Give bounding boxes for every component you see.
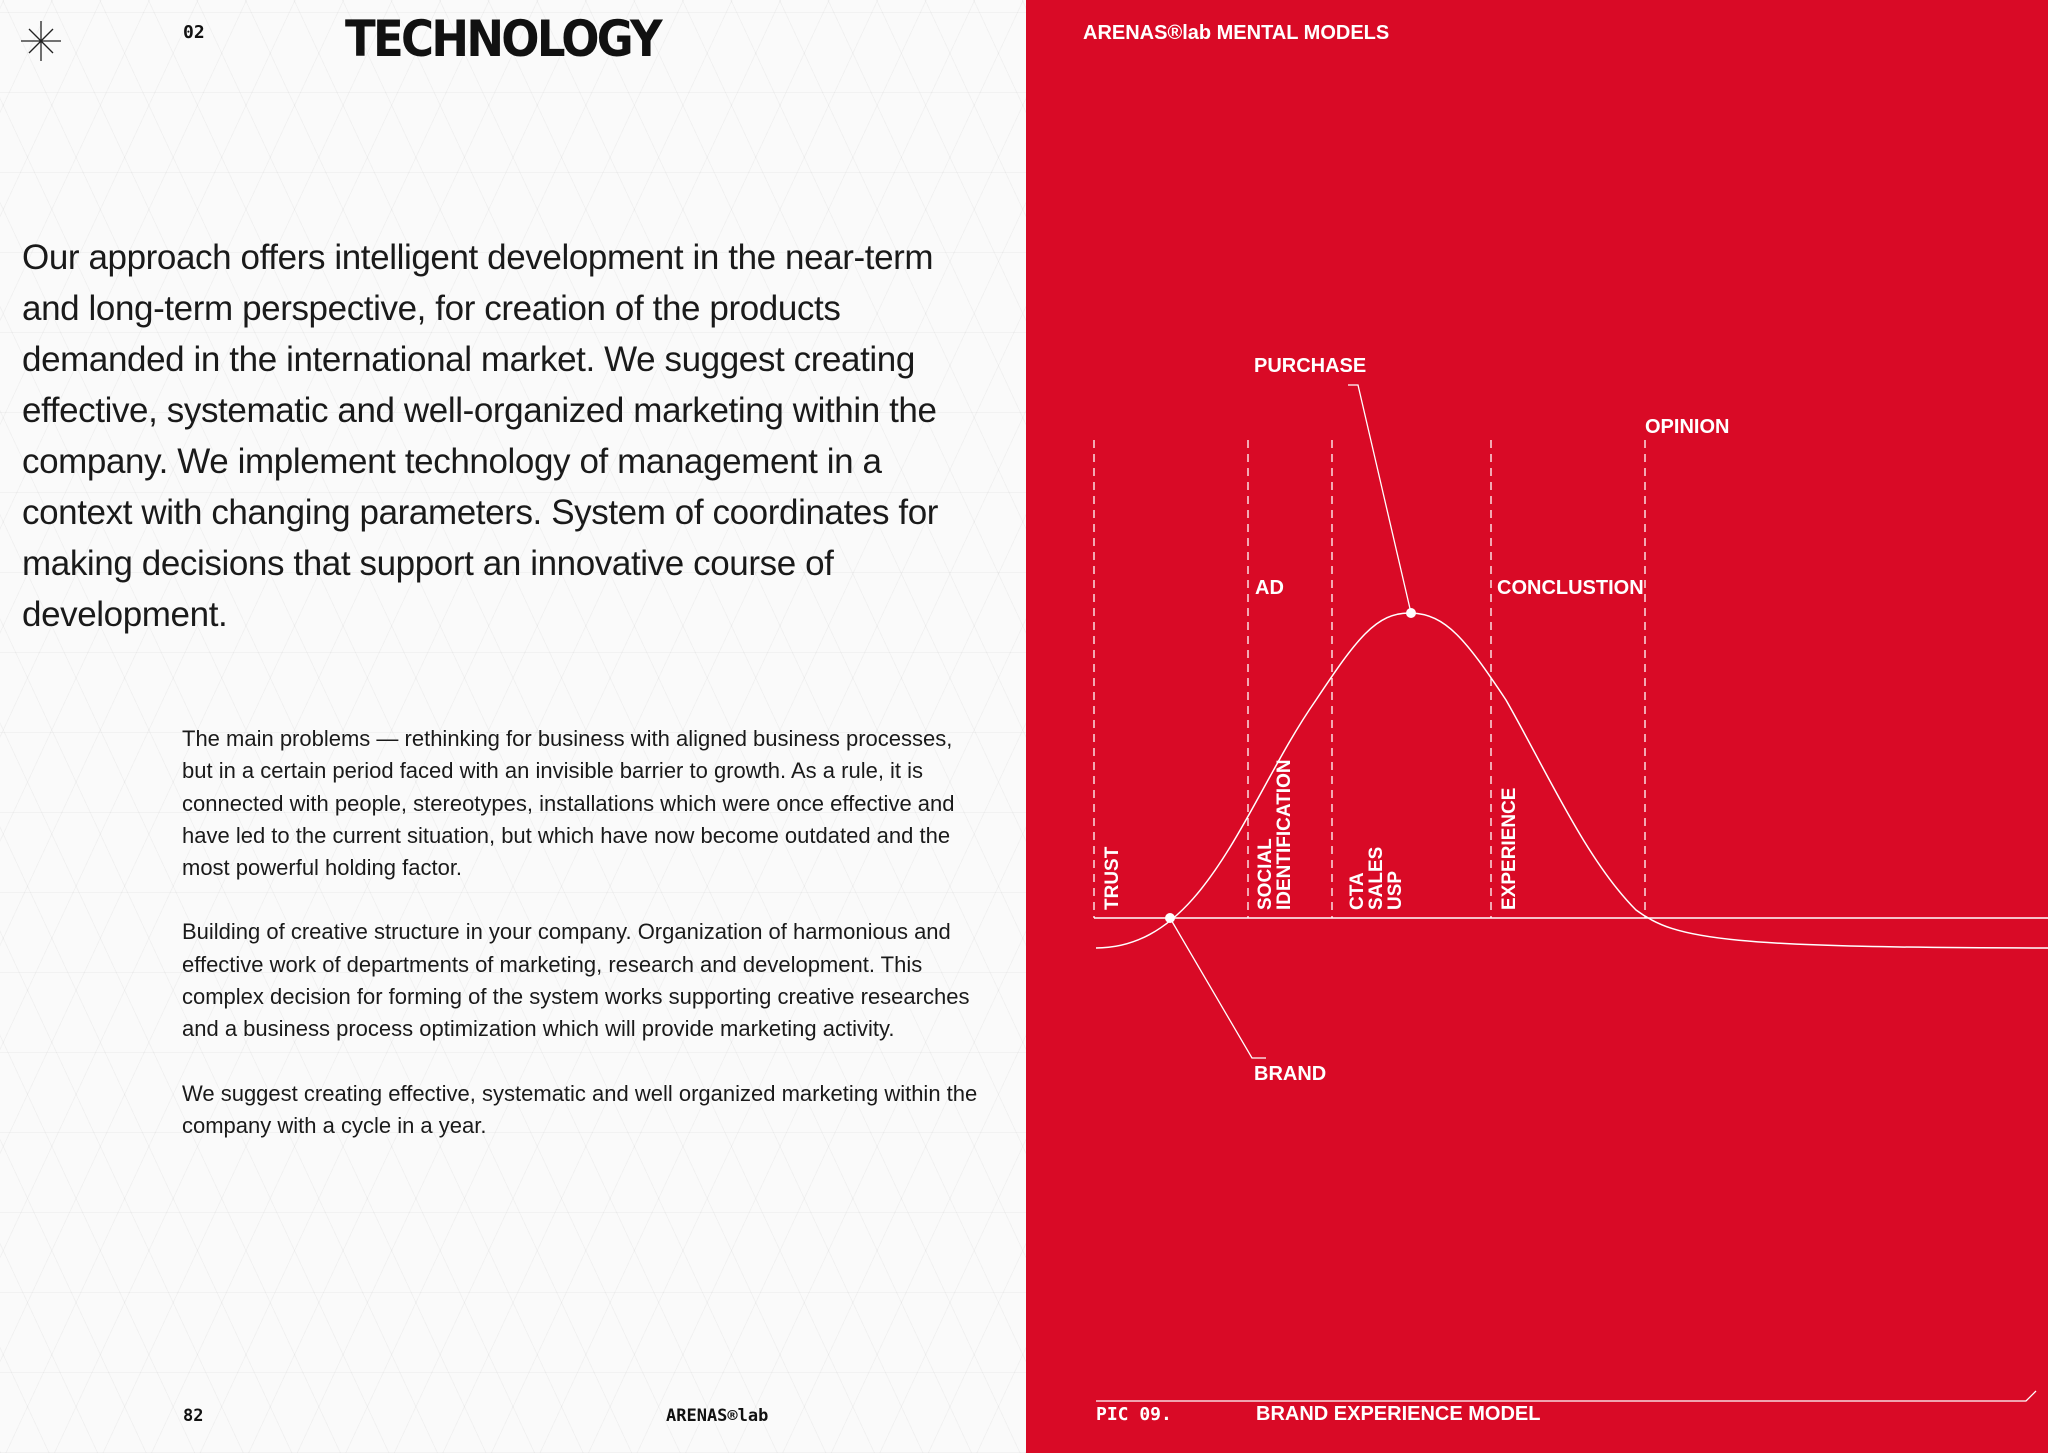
caption-rule bbox=[1096, 1391, 2036, 1401]
purchase-leader-line bbox=[1348, 385, 1411, 613]
label-ad: AD bbox=[1255, 577, 1284, 599]
body-paragraph: Building of creative structure in your company. Organization of harmonious and effective work of departments of marketing, research and development. This complex decision for forming of the system works supporting creative researches and a business process optimization which will provide marketing activity. bbox=[182, 919, 970, 1042]
stage-experience: EXPERIENCE bbox=[1499, 787, 1520, 910]
label-purchase: PURCHASE bbox=[1254, 355, 1367, 377]
right-page bbox=[1026, 0, 2048, 1453]
figure-caption: BRAND EXPERIENCE MODEL bbox=[1256, 1403, 1541, 1425]
body-paragraph: The main problems — rethinking for business with aligned business processes, but in a certain period faced with an invisible barrier to growth. As a rule, it is connected with people, stereotypes, installations which were once effective and have led to the current situation, but which have now become outdated and the most powerful holding factor. bbox=[182, 726, 955, 881]
stage-trust: TRUST bbox=[1102, 846, 1123, 910]
asterisk-star-icon bbox=[20, 20, 62, 62]
body-paragraph: We suggest creating effective, systematic and well organized marketing within the company with a cycle in a year. bbox=[182, 1080, 978, 1138]
stage-cta: CTA bbox=[1347, 872, 1368, 910]
stage-identification: IDENTIFICATION bbox=[1274, 759, 1295, 910]
running-header: ARENAS®lab MENTAL MODELS bbox=[1083, 22, 1390, 44]
body-text bbox=[182, 723, 982, 1174]
page-title: TECHNOLOGY bbox=[345, 10, 660, 68]
stage-sales: SALES bbox=[1366, 846, 1387, 910]
section-number: 02 bbox=[183, 22, 205, 43]
brand-experience-diagram bbox=[1026, 0, 2048, 1453]
footer-brand: ARENAS®lab bbox=[666, 1406, 769, 1426]
page-number: 82 bbox=[183, 1406, 204, 1426]
figure-number: PIC 09. bbox=[1096, 1404, 1172, 1425]
stage-social: SOCIAL bbox=[1255, 838, 1276, 910]
label-conclusion: CONCLUSTION bbox=[1497, 577, 1644, 599]
brand-leader-line bbox=[1170, 918, 1266, 1058]
bell-curve bbox=[1096, 613, 2048, 948]
label-brand: BRAND bbox=[1254, 1063, 1327, 1085]
stage-usp: USP bbox=[1385, 870, 1406, 910]
lead-paragraph: Our approach offers intelligent development in the near-term and long-term perspective, for creation of the products demanded in the international market. We suggest creating effective, systematic and well-organized marketing within the company. We implement technology of management in a context with changing parameters. System of coordinates for making decisions that support an innovative course of development. bbox=[22, 238, 939, 634]
label-opinion: OPINION bbox=[1645, 416, 1730, 438]
